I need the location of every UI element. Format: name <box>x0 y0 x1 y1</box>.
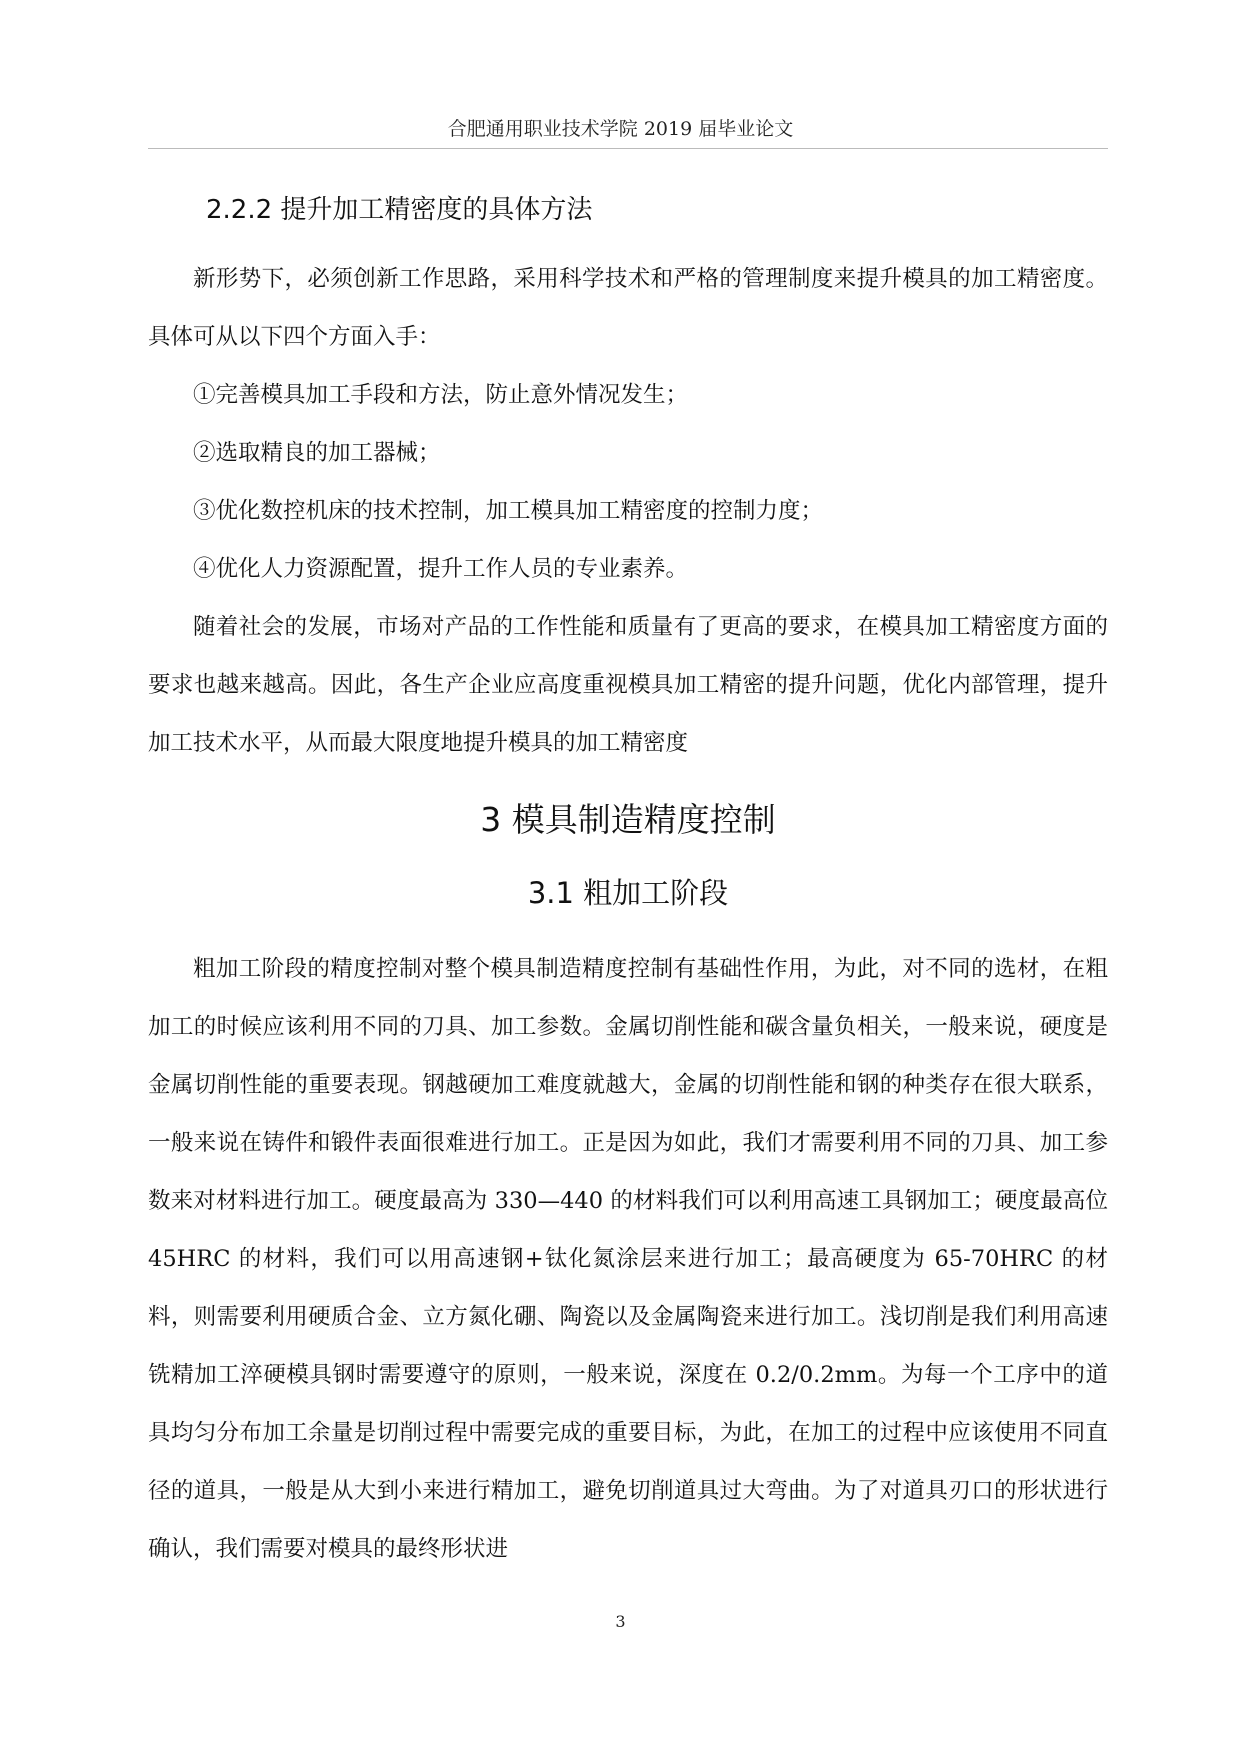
list-item: ①完善模具加工手段和方法，防止意外情况发生； <box>193 382 689 408</box>
list-item: ③优化数控机床的技术控制，加工模具加工精密度的控制力度； <box>193 498 824 524</box>
list-item: ④优化人力资源配置，提升工作人员的专业素养。 <box>193 556 689 582</box>
subsection-heading-2-2-2: 2.2.2 提升加工精密度的具体方法 <box>206 195 593 225</box>
page-number: 3 <box>615 1612 626 1631</box>
section-heading-3-1: 3.1 粗加工阶段 <box>527 876 729 910</box>
header-rule <box>148 148 1108 149</box>
list-item: ②选取精良的加工器械； <box>193 440 441 466</box>
body-paragraph: 粗加工阶段的精度控制对整个模具制造精度控制有基础性作用，为此，对不同的选材，在粗加工的时候应该利用不同的刀具、加工参数。金属切削性能和碳含量负相关，一般来说，硬度是金属切削性能的重要表现。钢越硬加工难度就越大，金属的切削性能和钢的种类存在很大联系，一般来说在铸件和锻件表面很难进行加工。正是因为如此，我们才需要利用不同的刀具、加工参数来对材料进行加工。硬度最高为 330—440 的材料我们可以利用高速工具钢加工；硬度最高位 45HRC 的材料，我们可以用高速钢+钛化氮涂层来进行加工；最高硬度为 65-70HRC 的材料，则需要利用硬质合金、立方氮化硼、陶瓷以及金属陶瓷来进行加工。浅切削是我们利用高速铣精加工淬硬模具钢时需要遵守的原则，一般来说，深度在 0.2/0.2mm。为每一个工序中的道具均匀分布加工余量是切削过程中需要完成的重要目标，为此，在加工的过程中应该使用不同直径的道具，一般是从大到小来进行精加工，避免切削道具过大弯曲。为了对道具刃口的形状进行确认，我们需要对模具的最终形状进 <box>148 956 1108 1562</box>
running-header: 合肥通用职业技术学院 2019 届毕业论文 <box>447 118 794 140</box>
page-content <box>148 188 1108 1578</box>
intro-paragraph: 新形势下，必须创新工作思路，采用科学技术和严格的管理制度来提升模具的加工精密度。具体可从以下四个方面入手： <box>148 266 1108 350</box>
conclusion-paragraph: 随着社会的发展，市场对产品的工作性能和质量有了更高的要求，在模具加工精密度方面的要求也越来越高。因此，各生产企业应高度重视模具加工精密的提升问题，优化内部管理，提升加工技术水平，从而最大限度地提升模具的加工精密度 <box>148 614 1108 756</box>
chapter-heading-3: 3 模具制造精度控制 <box>480 800 776 839</box>
